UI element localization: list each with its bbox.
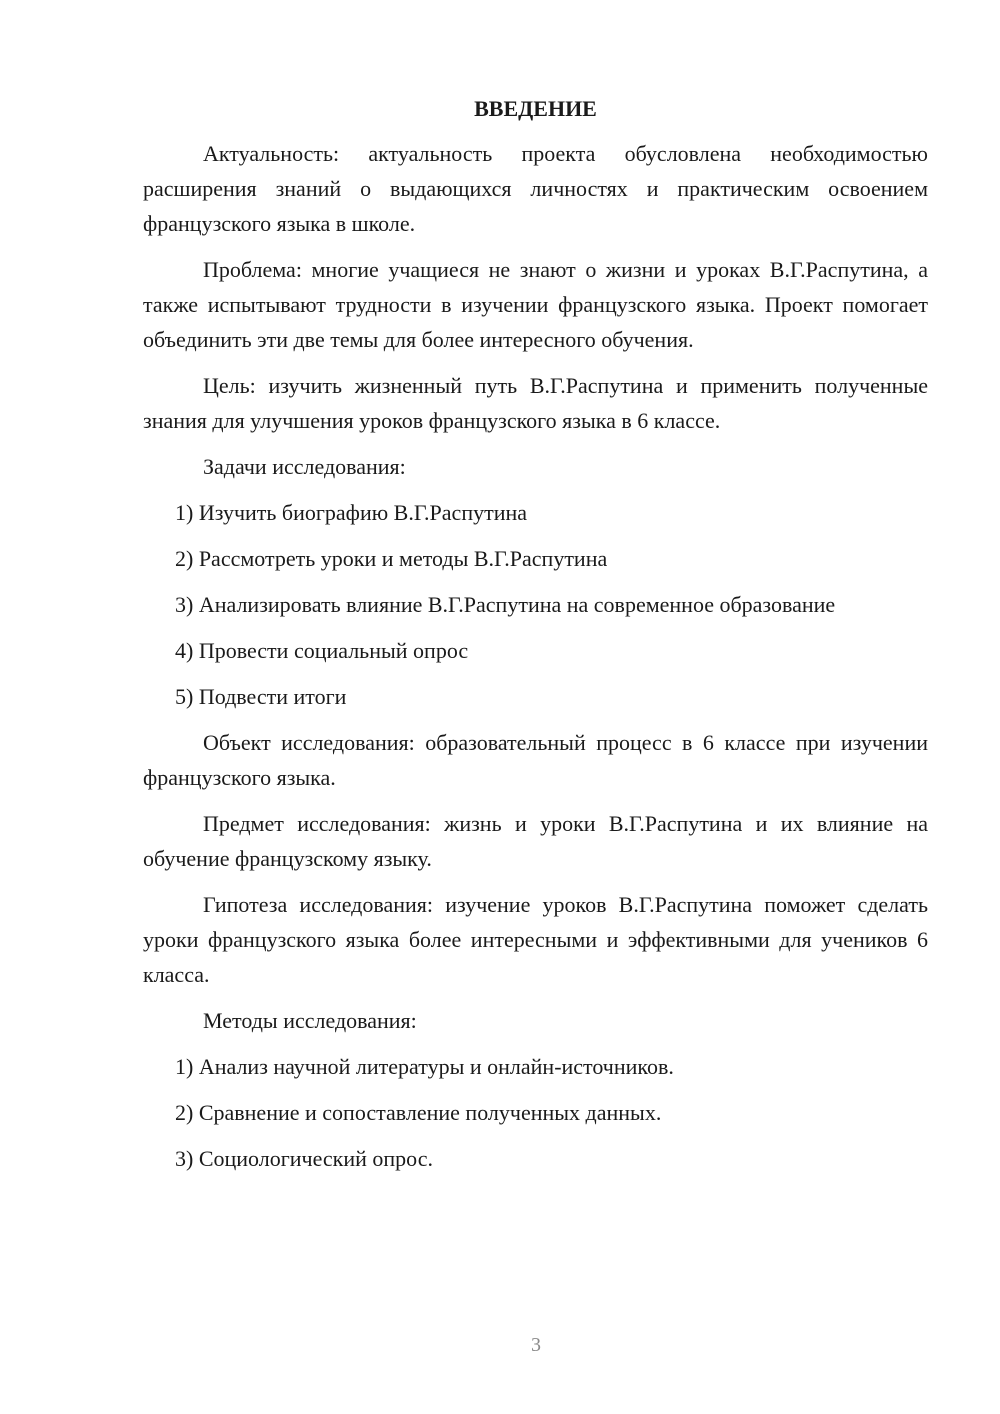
methods-list (143, 1049, 928, 1176)
method-item: 3) Социологический опрос. (175, 1146, 433, 1171)
method-item: 2) Сравнение и сопоставление полученных данных. (175, 1100, 662, 1125)
tasks-list (143, 495, 928, 714)
method-item: 1) Анализ научной литературы и онлайн-источников. (175, 1054, 674, 1079)
page-number: 3 (531, 1334, 541, 1356)
relevance-paragraph: Актуальность: актуальность проекта обусловлена необходимостью расширения знаний о выдающихся личностях и практическим освоением французского языка в школе. (143, 141, 928, 236)
section-heading: ВВЕДЕНИЕ (474, 96, 597, 121)
document-body (143, 94, 928, 1187)
task-item: 4) Провести социальный опрос (175, 638, 469, 663)
methods-label: Методы исследования: (203, 1008, 417, 1033)
task-item: 2) Рассмотреть уроки и методы В.Г.Распутина (175, 546, 608, 571)
object-paragraph: Объект исследования: образовательный процесс в 6 классе при изучении французского языка. (143, 730, 928, 790)
hypothesis-paragraph: Гипотеза исследования: изучение уроков В.Г.Распутина поможет сделать уроки французского языка более интересными и эффективными для учеников 6 класса. (143, 892, 928, 987)
task-item: 3) Анализировать влияние В.Г.Распутина на современное образование (175, 592, 836, 617)
task-item: 5) Подвести итоги (175, 684, 347, 709)
tasks-label: Задачи исследования: (203, 454, 406, 479)
subject-paragraph: Предмет исследования: жизнь и уроки В.Г.Распутина и их влияние на обучение французскому языку. (143, 811, 928, 871)
goal-paragraph: Цель: изучить жизненный путь В.Г.Распутина и применить полученные знания для улучшения уроков французского языка в 6 классе. (143, 373, 928, 433)
task-item: 1) Изучить биографию В.Г.Распутина (175, 500, 528, 525)
problem-paragraph: Проблема: многие учащиеся не знают о жизни и уроках В.Г.Распутина, а также испытывают трудности в изучении французского языка. Проект помогает объединить эти две темы для более интересного обучения. (143, 257, 928, 352)
